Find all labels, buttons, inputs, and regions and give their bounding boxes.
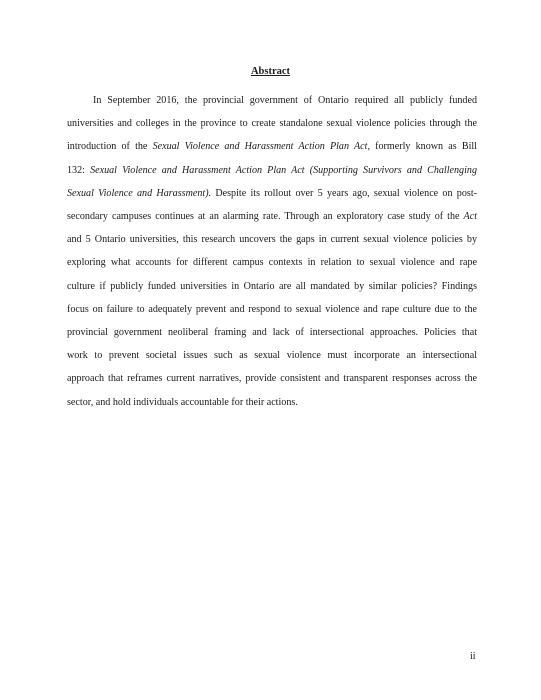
text-segment: In September 2016, the provincial government of Ontario required all publicly funded <box>93 95 477 106</box>
page-number: ii <box>470 651 476 662</box>
text-line <box>67 344 477 367</box>
text-segment: formerly known as Bill <box>369 141 477 153</box>
italic-text-segment: Sexual Violence and Harassment Action Plan Act (Supporting Survivors and Challenging <box>90 164 478 176</box>
text-line <box>67 205 477 228</box>
text-segment: culture if publicly funded universities in Ontario are all mandated by similar policies? Findings <box>67 280 477 292</box>
text-line <box>67 367 477 390</box>
text-line <box>67 251 477 274</box>
text-segment: focus on failure to adequately prevent and respond to sexual violence and rape culture due to the <box>67 303 477 315</box>
text-line <box>67 159 477 182</box>
italic-text-segment: Sexual Violence and Harassment). <box>67 187 212 199</box>
text-segment: Despite its rollout over 5 years ago, sexual violence on post- <box>211 187 477 199</box>
text-segment: 132: <box>67 164 91 176</box>
text-line <box>67 182 477 205</box>
text-line <box>67 135 477 158</box>
text-line <box>67 275 477 298</box>
text-segment: secondary campuses continues at an alarming rate. Through an exploratory case study of the <box>67 211 464 223</box>
italic-text-segment: Act <box>463 211 477 223</box>
text-line <box>67 89 477 112</box>
text-line <box>67 112 477 135</box>
text-segment: exploring what accounts for different campus contexts in relation to sexual violence and rape <box>67 257 477 269</box>
text-line <box>67 391 477 414</box>
text-segment: introduction of the <box>67 141 153 153</box>
text-segment: universities and colleges in the province to create standalone sexual violence policies through the <box>67 118 477 130</box>
text-segment: approach that reframes current narratives, provide consistent and transparent responses across the <box>67 373 477 385</box>
abstract-heading: Abstract <box>250 66 291 77</box>
text-line <box>67 228 477 251</box>
text-line <box>67 321 477 344</box>
text-segment: provincial government neoliberal framing and lack of intersectional approaches. Policies that <box>67 327 477 339</box>
text-segment: work to prevent societal issues such as sexual violence must incorporate an intersectional <box>67 350 477 362</box>
abstract-paragraph <box>67 89 477 414</box>
text-segment: and 5 Ontario universities, this research uncovers the gaps in current sexual violence policies by <box>67 234 477 246</box>
text-segment: sector, and hold individuals accountable for their actions. <box>67 396 298 408</box>
italic-text-segment: Sexual Violence and Harassment Action Plan Act, <box>152 141 370 153</box>
text-line <box>67 298 477 321</box>
